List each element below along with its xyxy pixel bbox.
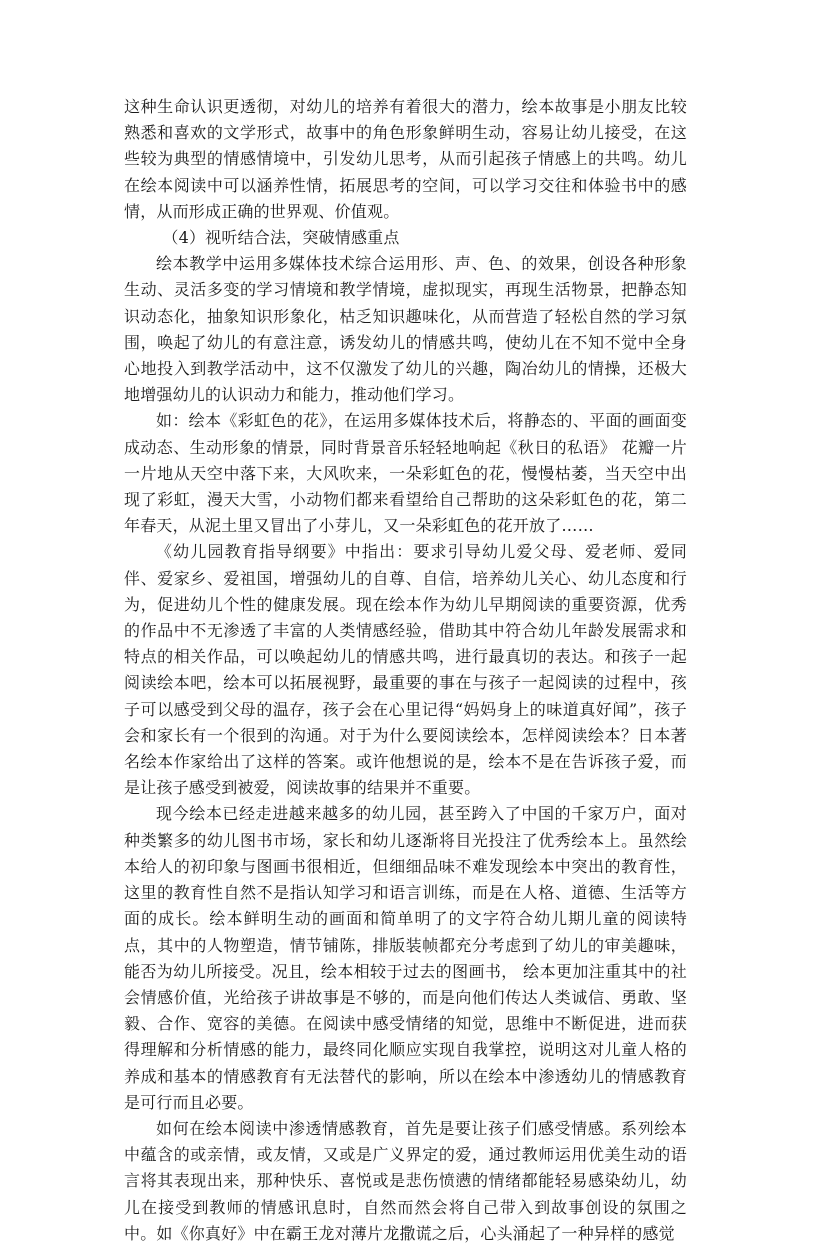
paragraph-multimedia: 绘本教学中运用多媒体技术综合运用形、声、色、的效果，创设各种形象生动、灵活多变的学习情境和教学情境，虚拟现实，再现生活物景，把静态知识动态化，抽象知识形象化，枯乏知识趣味化，从而营造了轻松自然的学习氛围，唤起了幼儿的有意注意，诱发幼儿的情感共鸣，使幼儿在不知不觉中全身心地投入到教学活动中，这不仅激发了幼儿的兴趣，陶冶幼儿的情操，还极大地增强幼儿的认识动力和能力，推动他们学习。	[124, 254, 687, 405]
paragraph-rainbow-flower-example: 如：绘本《彩虹色的花》，在运用多媒体技术后，将静态的、平面的画面变成动态、生动形象的情景，同时背景音乐轻轻地响起《秋日的私语》 花瓣一片一片地从天空中落下来，大风吹来，一朵彩虹色的花，慢慢枯萎，当天空中出现了彩虹，漫天大雪，小动物们都来看望给自己帮助的这朵彩虹色的花，第二年春天，从泥土里又冒出了小芽儿，又一朵彩虹色的花开放了……	[124, 411, 687, 536]
paragraph-intro-continuation: 这种生命认识更透彻，对幼儿的培养有着很大的潜力，绘本故事是小朋友比较熟悉和喜欢的文学形式，故事中的角色形象鲜明生动，容易让幼儿接受，在这些较为典型的情感情境中，引发幼儿思考，从而引起孩子情感上的共鸣。幼儿在绘本阅读中可以涵养性情，拓展思考的空间，可以学习交往和体验书中的感情，从而形成正确的世界观、价值观。	[124, 97, 687, 221]
paragraph-how-to-infuse: 如何在绘本阅读中渗透情感教育，首先是要让孩子们感受情感。系列绘本中蕴含的或亲情，或友情，又或是广义界定的爱，通过教师运用优美生动的语言将其表现出来，那种快乐、喜悦或是悲伤愤懑的情绪都能轻易感染幼儿，幼儿在接受到教师的情感讯息时，自然而然会将自己带入到故事创设的氛围之中。如《你真好》中在霸王龙对薄片龙撒谎之后，心头涌起了一种异样的感觉	[124, 1118, 687, 1243]
paragraph-picture-book-value: 现今绘本已经走进越来越多的幼儿园，甚至跨入了中国的千家万户，面对种类繁多的幼儿图书市场，家长和幼儿逐渐将目光投注了优秀绘本上。虽然绘本给人的初印象与图画书很相近，但细细品味不难发现绘本中突出的教育性，这里的教育性自然不是指认知学习和语言训练，而是在人格、道德、生活等方面的成长。绘本鲜明生动的画面和简单明了的文字符合幼儿期儿童的阅读特点，其中的人物塑造，情节铺陈，排版装帧都充分考虑到了幼儿的审美趣味，能否为幼儿所接受。况且，绘本相较于过去的图画书， 绘本更加注重其中的社会情感价值，光给孩子讲故事是不够的，而是向他们传达人类诚信、勇敢、坚毅、合作、宽容的美德。在阅读中感受情绪的知觉，思维中不断促进，进而获得理解和分析情感的能力，最终同化顺应实现自我掌控，说明这对儿童人格的养成和基本的情感教育有无法替代的影响，所以在绘本中渗透幼儿的情感教育是可行而且必要。	[124, 804, 687, 1112]
paragraph-guidelines: 《幼儿园教育指导纲要》中指出：要求引导幼儿爱父母、爱老师、爱同伴、爱家乡、爱祖国，增强幼儿的自尊、自信，培养幼儿关心、幼儿态度和行为，促进幼儿个性的健康发展。现在绘本作为幼儿早期阅读的重要资源，优秀的作品中不无渗透了丰富的人类情感经验，借助其中符合幼儿年龄发展需求和特点的相关作品，可以唤起幼儿的情感共鸣，进行最真切的表达。和孩子一起阅读绘本吧，绘本可以拓展视野，最重要的事在与孩子一起阅读的过程中，孩子可以感受到父母的温存，孩子会在心里记得“妈妈身上的味道真好闻”，孩子会和家长有一个很到的沟通。对于为什么要阅读绘本，怎样阅读绘本？日本著名绘本作家给出了这样的答案。或许他想说的是，绘本不是在告诉孩子爱，而是让孩子感受到被爱，阅读故事的结果并不重要。	[124, 542, 687, 798]
section-heading-audiovisual: （4）视听结合法，突破情感重点	[162, 228, 400, 248]
